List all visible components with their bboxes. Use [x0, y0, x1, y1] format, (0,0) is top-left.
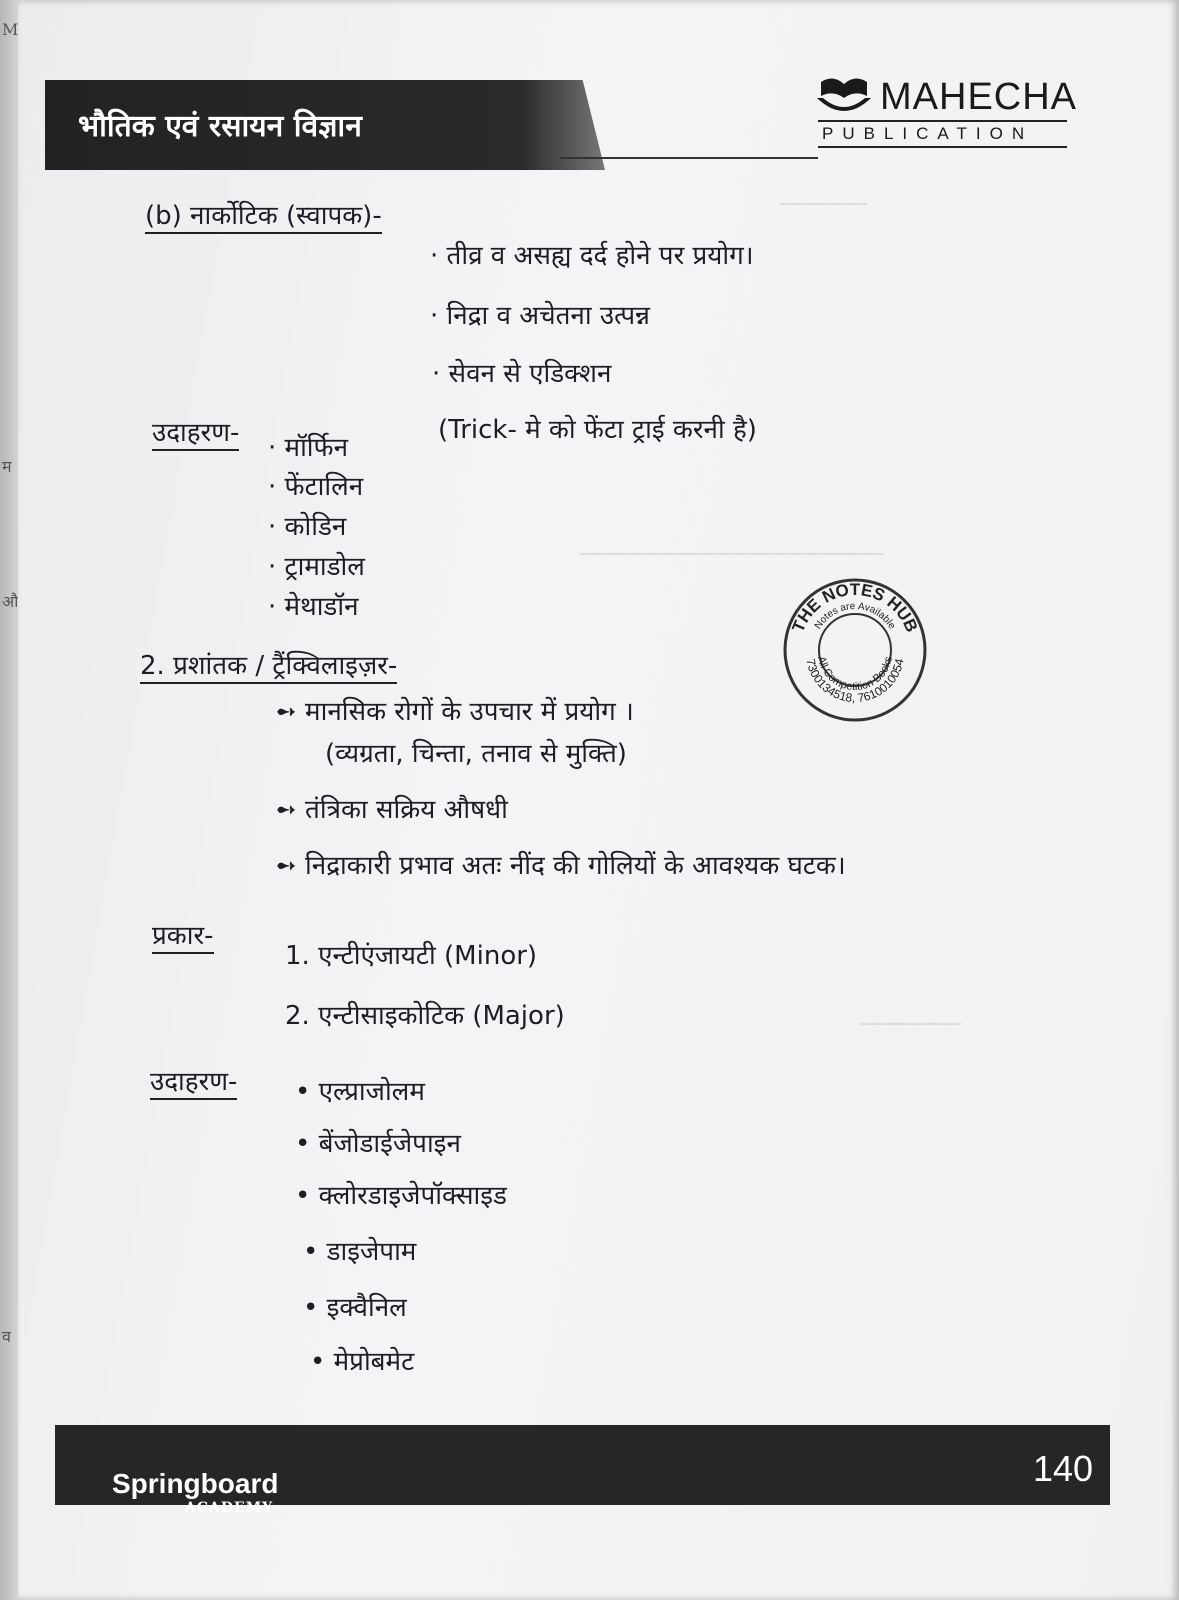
publisher-name: MAHECHA: [880, 76, 1078, 118]
publisher-sub: PUBLICATION: [818, 120, 1067, 148]
stamp-top-text: THE NOTES HUB: [788, 580, 922, 635]
drug-item: • मेप्रोबमेट: [310, 1347, 415, 1377]
example-item: · कोडिन: [268, 512, 347, 542]
type-item: 1. एन्टीएंजायटी (Minor): [285, 941, 538, 971]
stamp-middle-text: Notes are Available: [812, 600, 898, 632]
example-label-2: उदाहरण-: [150, 1062, 237, 1100]
section-2-point: ➻ मानसिक रोगों के उपचार में प्रयोग ।: [275, 697, 634, 727]
trick-note: (Trick- मे को फेंटा ट्राई करनी है): [438, 415, 757, 445]
section-2-heading: 2. प्रशांतक / ट्रैंक्विलाइज़र-: [140, 646, 397, 684]
footer-brand: Springboard: [112, 1468, 279, 1499]
section-b-point: · तीव्र व असह्य दर्द होने पर प्रयोग।: [430, 241, 754, 271]
section-b-point: · निद्रा व अचेतना उत्पन्न: [430, 301, 650, 331]
footer-brand-sub: ACADEMY: [185, 1500, 274, 1516]
type-item: 2. एन्टीसाइकोटिक (Major): [285, 1001, 565, 1031]
notes-hub-stamp: [780, 575, 930, 725]
header-divider: [560, 157, 818, 159]
example-item: · मॉर्फिन: [268, 433, 349, 463]
section-2-point: ➻ तंत्रिका सक्रिय औषधी: [275, 795, 508, 825]
example-item: · ट्रामाडोल: [268, 552, 365, 582]
example-item: · फेंटालिन: [268, 472, 364, 502]
drug-item: • इक्वैनिल: [303, 1293, 407, 1323]
section-b-point: · सेवन से एडिक्शन: [432, 359, 612, 389]
stamp-bottom-text: All Competition Books: [815, 655, 895, 694]
book-spine: M म औ व: [0, 0, 22, 1600]
drug-item: • बेंजोडाईजेपाइन: [295, 1129, 461, 1159]
example-label: उदाहरण-: [152, 413, 239, 451]
book-hands-icon: [815, 72, 873, 122]
drug-item: • एल्प्राजोलम: [295, 1077, 425, 1107]
stamp-phone-text: 7300134518, 7610010054: [803, 657, 907, 706]
section-2-point: ➻ निद्राकारी प्रभाव अतः नींद की गोलियों के आवश्यक घटक।: [275, 851, 846, 881]
example-item: · मेथाडॉन: [268, 592, 359, 622]
types-label: प्रकार-: [152, 916, 214, 954]
drug-item: • क्लोरडाइजेपॉक्साइड: [295, 1181, 507, 1211]
publisher-logo: [822, 70, 1080, 150]
section-2-point: (व्यग्रता, चिन्ता, तनाव से मुक्ति): [325, 739, 627, 769]
chapter-title: भौतिक एवं रसायन विज्ञान: [78, 109, 362, 144]
page-number: 140: [1033, 1448, 1094, 1489]
drug-item: • डाइजेपाम: [303, 1237, 417, 1267]
section-b-heading: (b) नार्कोटिक (स्वापक)-: [145, 196, 382, 234]
